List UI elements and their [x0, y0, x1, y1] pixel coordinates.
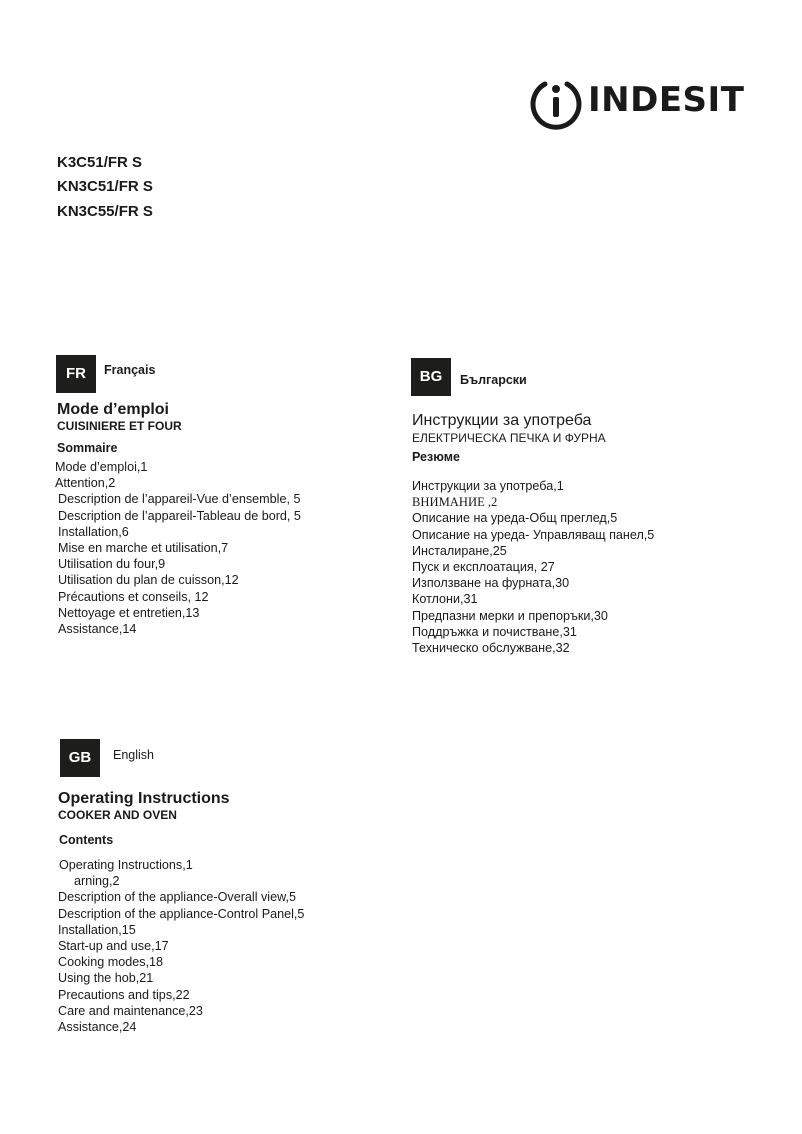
language-name-bg: Български [460, 373, 527, 387]
toc-item: Description of the appliance-Control Panel,5 [58, 906, 305, 921]
table-of-contents-gb [58, 857, 304, 1035]
toc-item: Start-up and use,17 [58, 938, 169, 953]
section-subtitle-fr: CUISINIERE ET FOUR [57, 419, 182, 433]
contents-heading-gb: Contents [59, 833, 114, 847]
toc-item: Assistance,14 [58, 621, 137, 636]
toc-item: Mode d’emploi,1 [55, 460, 148, 474]
toc-item: Installation,15 [58, 922, 136, 937]
toc-item: Operating Instructions,1 [59, 858, 193, 872]
section-subtitle-gb: COOKER AND OVEN [58, 808, 177, 822]
toc-item: Пуск и експлоатация, 27 [412, 559, 555, 574]
brand-logo [528, 76, 745, 132]
language-code-badge-bg: BG [411, 358, 451, 396]
table-of-contents-bg [412, 478, 654, 656]
toc-item: Installation,6 [58, 524, 129, 539]
toc-item: Care and maintenance,23 [58, 1003, 203, 1018]
toc-item: Котлони,31 [412, 592, 478, 607]
toc-item: Предпазни мерки и препоръки,30 [412, 608, 608, 623]
toc-item: Description of the appliance-Overall view,5 [58, 890, 297, 905]
language-code-badge-gb: GB [60, 739, 100, 777]
model-number: KN3C55/FR S [57, 203, 153, 220]
toc-item: Description de l’appareil-Tableau de bord, 5 [58, 508, 301, 523]
toc-item: Utilisation du plan de cuisson,12 [58, 573, 239, 588]
section-title-gb: Operating Instructions [58, 790, 230, 807]
toc-item: Техническо обслужване,32 [412, 640, 570, 655]
toc-item: Precautions and tips,22 [58, 987, 190, 1002]
toc-item: Description de l’appareil-Vue d’ensemble, 5 [58, 492, 301, 507]
toc-item: Поддръжка и почистване,31 [412, 624, 577, 639]
language-code-badge-fr: FR [56, 355, 96, 393]
toc-item: Assistance,24 [58, 1019, 137, 1034]
toc-item: Инструкции за употреба,1 [412, 479, 564, 493]
toc-item: Précautions et conseils, 12 [58, 589, 209, 604]
toc-item: Nettoyage et entretien,13 [58, 605, 200, 620]
toc-item: ВНИМАНИЕ ,2 [412, 495, 498, 510]
contents-heading-bg: Резюме [412, 450, 460, 464]
toc-item: Използване на фурната,30 [412, 576, 570, 591]
toc-item: Инсталиране,25 [412, 543, 507, 558]
language-name-fr: Français [104, 363, 156, 377]
section-subtitle-bg: ЕЛЕКТРИЧЕСКА ПЕЧКА И ФУРНА [412, 431, 606, 445]
toc-item: Utilisation du four,9 [58, 557, 166, 572]
brand-name: INDESIT [588, 80, 745, 120]
table-of-contents-fr [55, 459, 301, 637]
model-number: K3C51/FR S [57, 154, 143, 171]
toc-item: Mise en marche et utilisation,7 [58, 540, 229, 555]
toc-item: Using the hob,21 [58, 971, 154, 986]
toc-item: Cooking modes,18 [58, 955, 164, 970]
toc-item: arning,2 [74, 874, 120, 889]
toc-item: Attention,2 [55, 476, 116, 491]
indesit-logo-icon [528, 76, 584, 132]
section-title-fr: Mode d’emploi [57, 401, 169, 418]
language-name-gb: English [113, 748, 154, 762]
section-title-bg: Инструкции за употреба [412, 412, 592, 429]
model-number: KN3C51/FR S [57, 178, 153, 195]
toc-item: Описание на уреда- Управляващ панел,5 [412, 527, 655, 542]
contents-heading-fr: Sommaire [57, 441, 118, 455]
toc-item: Описание на уреда-Общ преглед,5 [412, 511, 618, 526]
